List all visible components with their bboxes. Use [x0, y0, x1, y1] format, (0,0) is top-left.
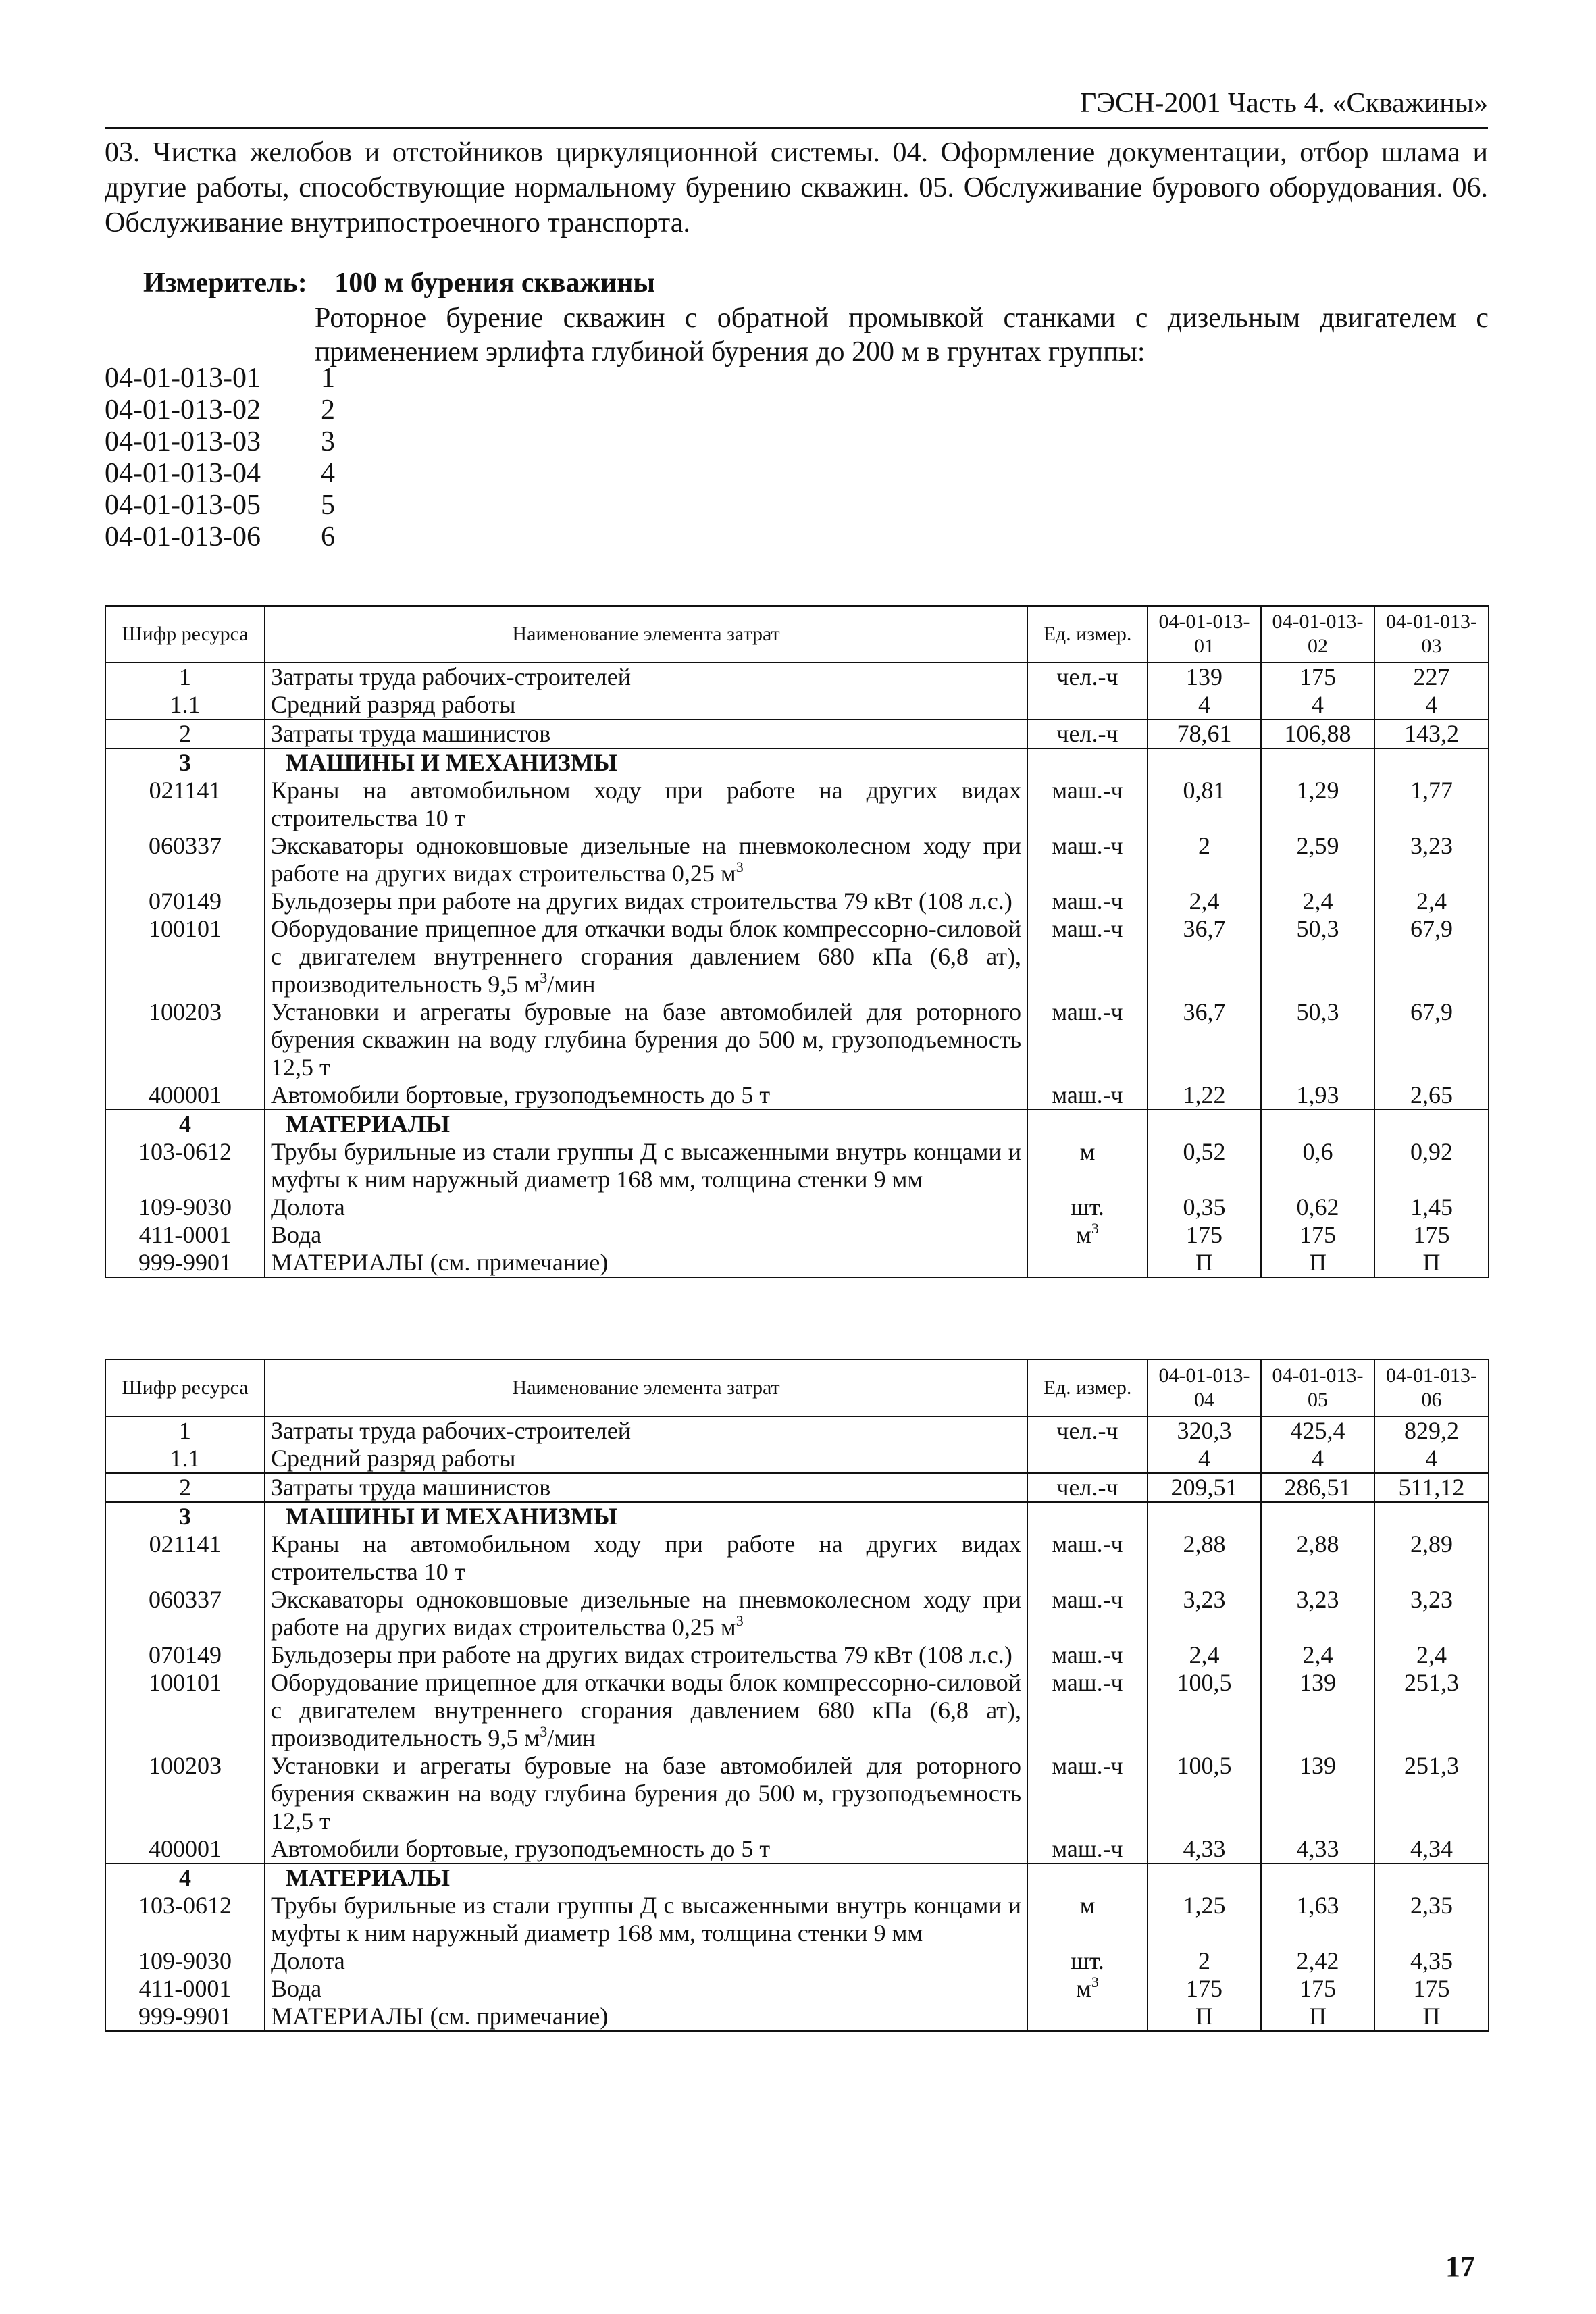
value: 0,92	[1374, 1138, 1489, 1193]
value: 0,52	[1148, 1138, 1261, 1193]
code-value: 04-01-013-05	[105, 490, 261, 521]
cost-name: Средний разряд работы	[265, 1445, 1027, 1473]
code-group: 5	[321, 490, 335, 521]
table-row	[105, 1445, 1489, 1473]
value: 36,7	[1148, 998, 1261, 1081]
unit	[1027, 2003, 1148, 2031]
value: 2	[1148, 832, 1261, 888]
header-code: Шифр ресурса	[105, 1360, 265, 1416]
value: 0,6	[1261, 1138, 1374, 1193]
resource-table-1	[105, 605, 1489, 1278]
unit	[1027, 691, 1148, 719]
value: 100,5	[1148, 1669, 1261, 1752]
section-row	[105, 1502, 1489, 1531]
code-row	[105, 363, 335, 394]
resource-code: 060337	[105, 832, 265, 888]
table-row	[105, 1975, 1489, 2003]
page-number: 17	[1445, 2250, 1475, 2283]
cost-name	[265, 915, 1027, 998]
unit: маш.-ч	[1027, 998, 1148, 1081]
value: 175	[1374, 1221, 1489, 1249]
resource-code: 1.1	[105, 691, 265, 719]
resource-code: 100203	[105, 1752, 265, 1835]
resource-code: 400001	[105, 1081, 265, 1110]
unit: маш.-ч	[1027, 915, 1148, 998]
header-col: 04-01-013-01	[1148, 606, 1261, 663]
unit-text: м	[1076, 1975, 1091, 2002]
code-group: 4	[321, 458, 335, 489]
section-title: МАШИНЫ И МЕХАНИЗМЫ	[265, 748, 1027, 777]
value: 175	[1148, 1221, 1261, 1249]
code-list	[105, 363, 335, 553]
value: 2,4	[1261, 888, 1374, 915]
unit	[1027, 1445, 1148, 1473]
unit: шт.	[1027, 1193, 1148, 1221]
table-row	[105, 1221, 1489, 1249]
header-col: 04-01-013-05	[1261, 1360, 1374, 1416]
unit	[1027, 1221, 1148, 1249]
value	[1374, 1502, 1489, 1531]
cost-name: Затраты труда машинистов	[265, 719, 1027, 748]
cost-name-tail: /мин	[547, 971, 596, 998]
cost-name: Долота	[265, 1947, 1027, 1975]
resource-code: 1	[105, 663, 265, 691]
value: 4	[1148, 1445, 1261, 1473]
value: 0,81	[1148, 777, 1261, 832]
cube-superscript: 3	[540, 969, 548, 986]
table-row	[105, 719, 1489, 748]
value: 36,7	[1148, 915, 1261, 998]
resource-code: 400001	[105, 1835, 265, 1863]
value: 2,4	[1148, 888, 1261, 915]
value: 175	[1374, 1975, 1489, 2003]
value: 78,61	[1148, 719, 1261, 748]
resource-code: 100101	[105, 915, 265, 998]
value: 4,33	[1148, 1835, 1261, 1863]
section-row	[105, 748, 1489, 777]
section-row	[105, 1110, 1489, 1138]
cost-name-text: Экскаваторы одноковшовые дизельные на пневмоколесном ходу при работе на других видах строительства 0,25 м	[271, 1586, 1021, 1641]
cost-name: Автомобили бортовые, грузоподъемность до 5 т	[265, 1835, 1027, 1863]
section-title: МАТЕРИАЛЫ	[265, 1863, 1027, 1892]
table-row	[105, 1416, 1489, 1445]
value: 4,33	[1261, 1835, 1374, 1863]
resource-code: 4	[105, 1110, 265, 1138]
code-value: 04-01-013-02	[105, 394, 261, 426]
resource-code: 411-0001	[105, 1975, 265, 2003]
table-row	[105, 1669, 1489, 1752]
resource-code: 109-9030	[105, 1947, 265, 1975]
cost-name: Вода	[265, 1221, 1027, 1249]
resource-code: 100101	[105, 1669, 265, 1752]
unit: маш.-ч	[1027, 1669, 1148, 1752]
cost-name-text: Оборудование прицепное для откачки воды блок компрессорно-силовой с двигателем внутреннего сгорания давлением 680 кПа (6,8 ат), производительность 9,5 м	[271, 1669, 1021, 1751]
value: 2,4	[1374, 888, 1489, 915]
section-row	[105, 1863, 1489, 1892]
value: 2,42	[1261, 1947, 1374, 1975]
value: 320,3	[1148, 1416, 1261, 1445]
cost-name: Установки и агрегаты буровые на базе автомобилей для роторного бурения скважин на воду глубина бурения до 500 м, грузоподъемность 12,5 т	[265, 1752, 1027, 1835]
unit: маш.-ч	[1027, 1531, 1148, 1586]
resource-code: 060337	[105, 1586, 265, 1641]
header-col: 04-01-013-02	[1261, 606, 1374, 663]
unit-text: м	[1076, 1221, 1091, 1248]
header-col: 04-01-013-06	[1374, 1360, 1489, 1416]
code-group: 1	[321, 363, 335, 394]
value: 425,4	[1261, 1416, 1374, 1445]
page-header: ГЭСН-2001 Часть 4. «Скважины»	[1080, 88, 1488, 119]
cube-superscript: 3	[736, 1612, 744, 1629]
resource-code: 021141	[105, 777, 265, 832]
value: 175	[1148, 1975, 1261, 2003]
value: 175	[1261, 1975, 1374, 2003]
header-col: 04-01-013-04	[1148, 1360, 1261, 1416]
value: 2,88	[1261, 1531, 1374, 1586]
code-group: 6	[321, 521, 335, 552]
cost-name: Краны на автомобильном ходу при работе на других видах строительства 10 т	[265, 777, 1027, 832]
value: 2	[1148, 1947, 1261, 1975]
table-row	[105, 1249, 1489, 1277]
value: 209,51	[1148, 1473, 1261, 1502]
table-row	[105, 2003, 1489, 2031]
code-value: 04-01-013-04	[105, 458, 261, 489]
value	[1261, 1863, 1374, 1892]
unit: маш.-ч	[1027, 832, 1148, 888]
unit: маш.-ч	[1027, 777, 1148, 832]
resource-code: 109-9030	[105, 1193, 265, 1221]
value: 1,29	[1261, 777, 1374, 832]
value: П	[1148, 2003, 1261, 2031]
table-row	[105, 1193, 1489, 1221]
header-unit: Ед. измер.	[1027, 1360, 1148, 1416]
meter-label: Измеритель:	[143, 267, 307, 299]
resource-code: 999-9901	[105, 2003, 265, 2031]
value: 4,35	[1374, 1947, 1489, 1975]
value	[1148, 748, 1261, 777]
work-description: Роторное бурение скважин с обратной промывкой станками с дизельным двигателем с применением эрлифта глубиной бурения до 200 м в грунтах группы:	[315, 303, 1489, 367]
resource-code: 4	[105, 1863, 265, 1892]
value: П	[1374, 1249, 1489, 1277]
table-row	[105, 663, 1489, 691]
table-row	[105, 691, 1489, 719]
table-row	[105, 888, 1489, 915]
table-row	[105, 777, 1489, 832]
value: 2,4	[1148, 1641, 1261, 1669]
table-row	[105, 915, 1489, 998]
cost-name: Вода	[265, 1975, 1027, 2003]
cost-name: Затраты труда машинистов	[265, 1473, 1027, 1502]
unit: маш.-ч	[1027, 1752, 1148, 1835]
value: 829,2	[1374, 1416, 1489, 1445]
value: 50,3	[1261, 998, 1374, 1081]
value: 2,4	[1374, 1641, 1489, 1669]
cost-name: Трубы бурильные из стали группы Д с высаженными внутрь концами и муфты к ним наружный диаметр 168 мм, толщина стенки 9 мм	[265, 1138, 1027, 1193]
value: 3,23	[1148, 1586, 1261, 1641]
value: П	[1261, 1249, 1374, 1277]
value: 175	[1261, 663, 1374, 691]
table-row	[105, 832, 1489, 888]
value	[1148, 1863, 1261, 1892]
value: 4	[1374, 691, 1489, 719]
value: 227	[1374, 663, 1489, 691]
cost-name: Трубы бурильные из стали группы Д с высаженными внутрь концами и муфты к ним наружный диаметр 168 мм, толщина стенки 9 мм	[265, 1892, 1027, 1947]
cube-superscript: 3	[1091, 1974, 1099, 1990]
value: 251,3	[1374, 1752, 1489, 1835]
code-row	[105, 490, 335, 521]
value: 50,3	[1261, 915, 1374, 998]
cube-superscript: 3	[540, 1723, 548, 1740]
value	[1261, 748, 1374, 777]
unit: чел.-ч	[1027, 719, 1148, 748]
resource-code: 1	[105, 1416, 265, 1445]
code-group: 2	[321, 394, 335, 426]
cost-name: Краны на автомобильном ходу при работе на других видах строительства 10 т	[265, 1531, 1027, 1586]
code-value: 04-01-013-06	[105, 521, 261, 552]
unit	[1027, 1249, 1148, 1277]
section-title: МАШИНЫ И МЕХАНИЗМЫ	[265, 1502, 1027, 1531]
resource-code: 103-0612	[105, 1138, 265, 1193]
value	[1374, 748, 1489, 777]
header-code: Шифр ресурса	[105, 606, 265, 663]
unit: м	[1027, 1138, 1148, 1193]
value: 1,22	[1148, 1081, 1261, 1110]
unit: чел.-ч	[1027, 1416, 1148, 1445]
value: 2,88	[1148, 1531, 1261, 1586]
value: 3,23	[1261, 1586, 1374, 1641]
table-row	[105, 1586, 1489, 1641]
unit: маш.-ч	[1027, 1641, 1148, 1669]
cost-name: Долота	[265, 1193, 1027, 1221]
value: 251,3	[1374, 1669, 1489, 1752]
value: 3,23	[1374, 1586, 1489, 1641]
cost-name	[265, 1669, 1027, 1752]
code-row	[105, 458, 335, 490]
table-row	[105, 1081, 1489, 1110]
intro-paragraph: 03. Чистка желобов и отстойников циркуляционной системы. 04. Оформление документации, отбор шлама и другие работы, способствующие нормальному бурению скважин. 05. Обслуживание бурового оборудования. 06. Обслуживание внутрипостроечного транспорта.	[105, 137, 1488, 238]
unit	[1027, 748, 1148, 777]
unit: маш.-ч	[1027, 1835, 1148, 1863]
unit	[1027, 1502, 1148, 1531]
value: 2,4	[1261, 1641, 1374, 1669]
header-name: Наименование элемента затрат	[265, 606, 1027, 663]
value: 511,12	[1374, 1473, 1489, 1502]
resource-code: 2	[105, 719, 265, 748]
cost-name: Затраты труда рабочих-строителей	[265, 663, 1027, 691]
value: 106,88	[1261, 719, 1374, 748]
resource-code: 411-0001	[105, 1221, 265, 1249]
value	[1374, 1110, 1489, 1138]
value: 139	[1261, 1752, 1374, 1835]
cost-name: Бульдозеры при работе на других видах строительства 79 кВт (108 л.с.)	[265, 888, 1027, 915]
value: 67,9	[1374, 998, 1489, 1081]
table-row	[105, 1835, 1489, 1863]
value: 0,35	[1148, 1193, 1261, 1221]
table-row	[105, 998, 1489, 1081]
code-row	[105, 426, 335, 458]
code-row	[105, 521, 335, 553]
cost-name: Бульдозеры при работе на других видах строительства 79 кВт (108 л.с.)	[265, 1641, 1027, 1669]
value: 0,62	[1261, 1193, 1374, 1221]
table-row	[105, 1641, 1489, 1669]
value: 2,65	[1374, 1081, 1489, 1110]
table-row	[105, 1531, 1489, 1586]
value: 3,23	[1374, 832, 1489, 888]
cost-name-text: Оборудование прицепное для откачки воды блок компрессорно-силовой с двигателем внутреннего сгорания давлением 680 кПа (6,8 ат), производительность 9,5 м	[271, 915, 1021, 998]
cube-superscript: 3	[736, 858, 744, 875]
table-row	[105, 1138, 1489, 1193]
value: 2,89	[1374, 1531, 1489, 1586]
value: 2,59	[1261, 832, 1374, 888]
cube-superscript: 3	[1091, 1220, 1099, 1237]
value: П	[1374, 2003, 1489, 2031]
cost-name: Затраты труда рабочих-строителей	[265, 1416, 1027, 1445]
table-row	[105, 1892, 1489, 1947]
cost-name-tail: /мин	[547, 1724, 596, 1751]
unit: чел.-ч	[1027, 1473, 1148, 1502]
value: 286,51	[1261, 1473, 1374, 1502]
header-unit: Ед. измер.	[1027, 606, 1148, 663]
resource-code: 021141	[105, 1531, 265, 1586]
code-group: 3	[321, 426, 335, 457]
table-row	[105, 1473, 1489, 1502]
resource-code: 2	[105, 1473, 265, 1502]
unit	[1027, 1975, 1148, 2003]
value	[1374, 1863, 1489, 1892]
meter-value: 100 м бурения скважины	[334, 267, 656, 299]
header-rule	[105, 127, 1488, 129]
cost-name	[265, 832, 1027, 888]
value	[1148, 1110, 1261, 1138]
cost-name: Средний разряд работы	[265, 691, 1027, 719]
table-row	[105, 1752, 1489, 1835]
value	[1261, 1110, 1374, 1138]
unit: маш.-ч	[1027, 1081, 1148, 1110]
code-value: 04-01-013-01	[105, 363, 261, 394]
resource-code: 3	[105, 1502, 265, 1531]
value: 100,5	[1148, 1752, 1261, 1835]
unit: шт.	[1027, 1947, 1148, 1975]
resource-code: 1.1	[105, 1445, 265, 1473]
value: 4,34	[1374, 1835, 1489, 1863]
value: 67,9	[1374, 915, 1489, 998]
resource-code: 070149	[105, 888, 265, 915]
unit: чел.-ч	[1027, 663, 1148, 691]
value	[1261, 1502, 1374, 1531]
value: 139	[1148, 663, 1261, 691]
resource-code: 3	[105, 748, 265, 777]
unit: маш.-ч	[1027, 888, 1148, 915]
unit	[1027, 1110, 1148, 1138]
code-row	[105, 394, 335, 426]
value: 1,63	[1261, 1892, 1374, 1947]
value: П	[1261, 2003, 1374, 2031]
value: 4	[1261, 691, 1374, 719]
value	[1148, 1502, 1261, 1531]
cost-name: МАТЕРИАЛЫ (см. примечание)	[265, 2003, 1027, 2031]
resource-code: 999-9901	[105, 1249, 265, 1277]
value: 1,45	[1374, 1193, 1489, 1221]
value: 1,77	[1374, 777, 1489, 832]
resource-code: 103-0612	[105, 1892, 265, 1947]
section-title: МАТЕРИАЛЫ	[265, 1110, 1027, 1138]
value: П	[1148, 1249, 1261, 1277]
value: 4	[1148, 691, 1261, 719]
cost-name: Установки и агрегаты буровые на базе автомобилей для роторного бурения скважин на воду глубина бурения до 500 м, грузоподъемность 12,5 т	[265, 998, 1027, 1081]
cost-name	[265, 1586, 1027, 1641]
cost-name: МАТЕРИАЛЫ (см. примечание)	[265, 1249, 1027, 1277]
unit	[1027, 1863, 1148, 1892]
unit: маш.-ч	[1027, 1586, 1148, 1641]
value: 175	[1261, 1221, 1374, 1249]
value: 1,25	[1148, 1892, 1261, 1947]
header-col: 04-01-013-03	[1374, 606, 1489, 663]
value: 4	[1374, 1445, 1489, 1473]
meter-line	[143, 265, 655, 301]
table-row	[105, 1947, 1489, 1975]
cost-name-text: Экскаваторы одноковшовые дизельные на пневмоколесном ходу при работе на других видах строительства 0,25 м	[271, 832, 1021, 887]
resource-code: 100203	[105, 998, 265, 1081]
header-name: Наименование элемента затрат	[265, 1360, 1027, 1416]
resource-code: 070149	[105, 1641, 265, 1669]
cost-name: Автомобили бортовые, грузоподъемность до 5 т	[265, 1081, 1027, 1110]
value: 2,35	[1374, 1892, 1489, 1947]
value: 143,2	[1374, 719, 1489, 748]
unit: м	[1027, 1892, 1148, 1947]
value: 139	[1261, 1669, 1374, 1752]
value: 4	[1261, 1445, 1374, 1473]
value: 1,93	[1261, 1081, 1374, 1110]
code-value: 04-01-013-03	[105, 426, 261, 457]
resource-table-2	[105, 1359, 1489, 2032]
